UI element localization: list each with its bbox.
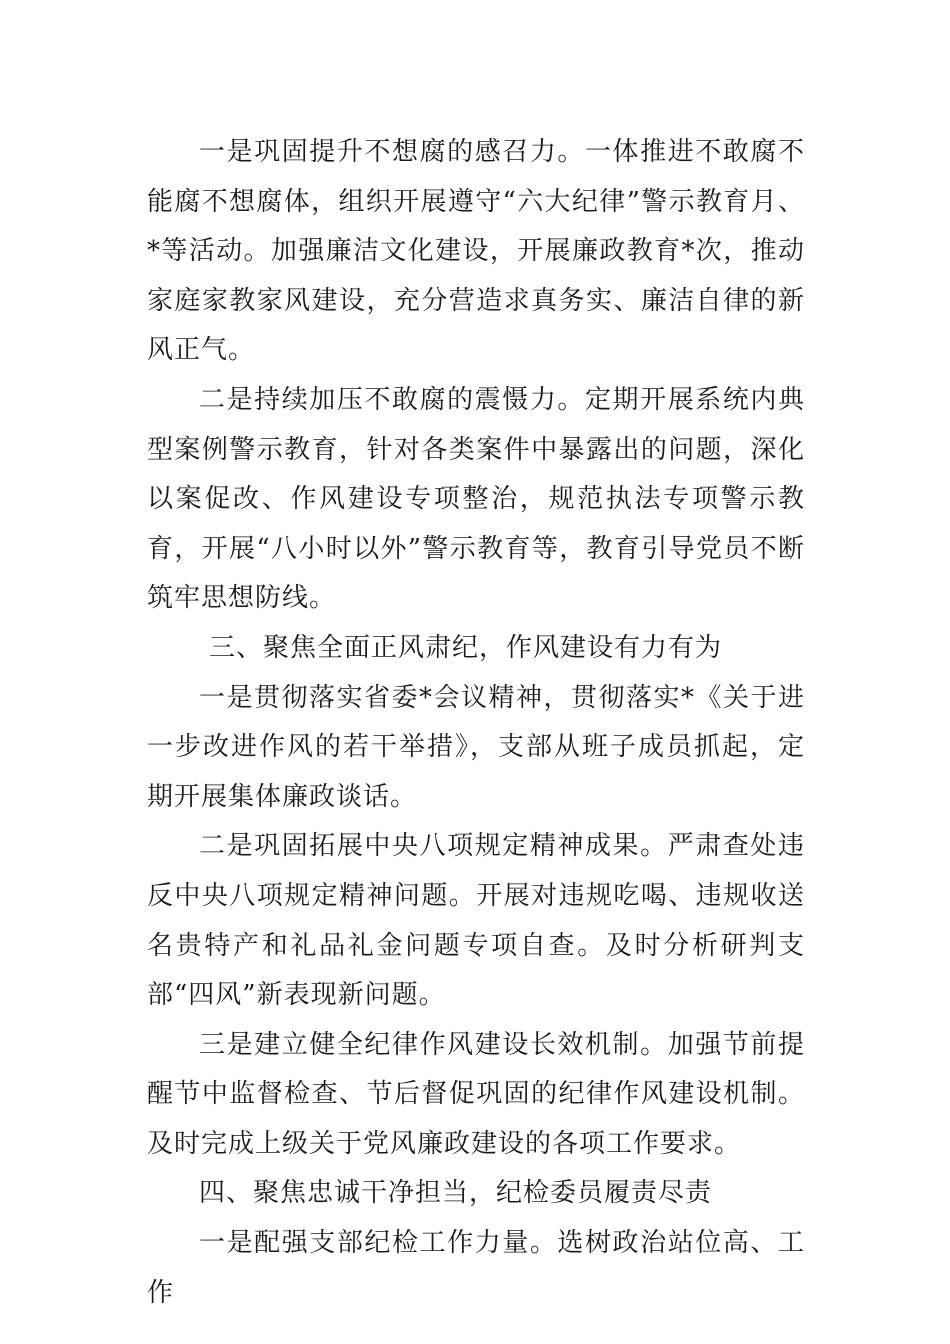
section-heading-4: 四、聚焦忠诚干净担当，纪检委员履责尽责 — [199, 1178, 713, 1209]
document-body — [147, 128, 805, 1318]
paragraph-deterrence: 二是持续加压不敢腐的震慑力。定期开展系统内典型案例警示教育，针对各类案件中暴露出的问题，深化以案促改、作风建设专项整治，规范执法专项警示教育，开展“八小时以外”警示教育等，教育引导党员不断筑牢思想防线。 — [147, 384, 805, 614]
paragraph-eight-regulations: 二是巩固拓展中央八项规定精神成果。严肃查处违反中央八项规定精神问题。开展对违规吃喝、违规收送名贵特产和礼品礼金问题专项自查。及时分析研判支部“四风”新表现新问题。 — [147, 831, 805, 1011]
paragraph-long-term-mechanism: 三是建立健全纪律作风建设长效机制。加强节前提醒节中监督检查、节后督促巩固的纪律作风建设机制。及时完成上级关于党风廉政建设的各项工作要求。 — [147, 1029, 805, 1159]
paragraph-strengthen-discipline-force: 一是配强支部纪检工作力量。选树政治站位高、工作 — [147, 1228, 805, 1308]
section-heading-3: 三、聚焦全面正风肃纪，作风建设有力有为 — [209, 632, 723, 663]
paragraph-implement-spirit: 一是贯彻落实省委*会议精神，贯彻落实*《关于进一步改进作风的若干举措》，支部从班子成员抓起，定期开展集体廉政谈话。 — [147, 682, 805, 812]
paragraph-consolidate-no-desire: 一是巩固提升不想腐的感召力。一体推进不敢腐不能腐不想腐体，组织开展遵守“六大纪律”警示教育月、*等活动。加强廉洁文化建设，开展廉政教育*次，推动家庭家教家风建设，充分营造求真务实、廉洁自律的新风正气。 — [147, 137, 805, 366]
